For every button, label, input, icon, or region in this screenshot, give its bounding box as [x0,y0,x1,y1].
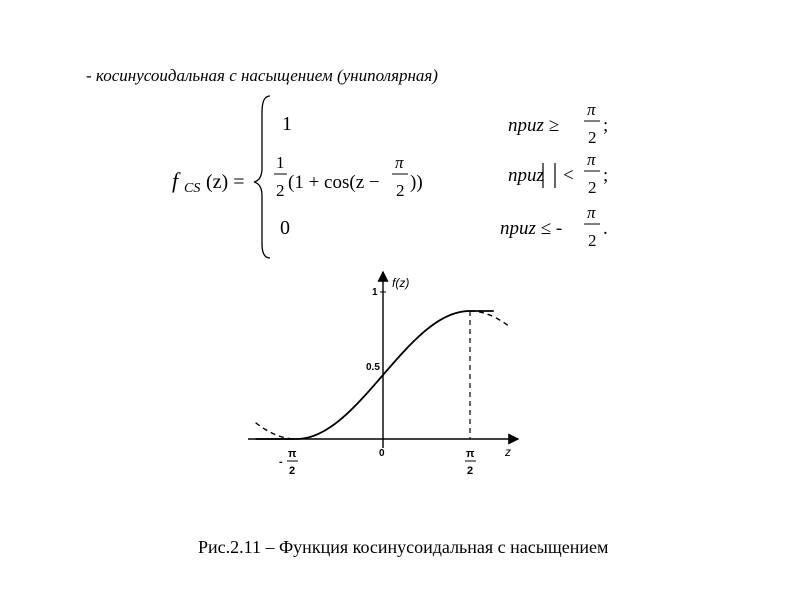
case2-pi-den: 2 [396,181,405,200]
case2-half-num: 1 [276,153,285,172]
formula-f: f [172,168,179,193]
x-tick-pos-pi: π [466,448,475,460]
y-tick-0-5: 0.5 [366,362,380,373]
x-tick-neg-sign: - [279,456,283,468]
x-tick-neg-den: 2 [289,465,296,477]
cond2-den: 2 [588,178,597,197]
y-tick-1: 1 [372,287,378,298]
case1-value: 1 [282,113,292,135]
case2-pi: π [395,153,404,172]
formula-subscript: CS [184,181,201,196]
cond2-end: ; [603,165,609,186]
case2-half-den: 2 [276,181,285,200]
section-title: - косинусоидальная с насыщением (униполярная) [86,66,438,85]
cond1-end: ; [603,115,609,136]
case2-close: )) [410,172,423,193]
y-axis-label: f(z) [392,276,410,290]
cond3-text: приz ≤ - [500,218,563,239]
cond1-den: 2 [588,128,597,147]
x-tick-neg-pi: π [288,448,297,460]
figure-caption: Рис.2.11 – Функция косинусоидальная с насыщением [198,537,609,557]
cond2-pi: π [587,150,596,169]
case2-expr: (1 + cos(z − [288,172,380,193]
cond3-end: . [603,218,608,239]
cond1-pi: π [587,100,596,119]
cond2-text: приz [508,165,544,186]
cond3-den: 2 [588,231,597,250]
x-tick-0: 0 [379,448,385,459]
x-axis-label: z [505,445,511,459]
cond1-text: приz ≥ [508,115,560,136]
series-dashed-right [470,311,510,327]
formula-arg: (z) = [206,171,245,193]
series-solid-curve [296,311,494,439]
case3-value: 0 [280,217,290,239]
series-dashed-left [256,423,296,439]
x-tick-pos-den: 2 [467,465,474,477]
cond3-pi: π [587,203,596,222]
cond2-lt: < [563,165,574,186]
